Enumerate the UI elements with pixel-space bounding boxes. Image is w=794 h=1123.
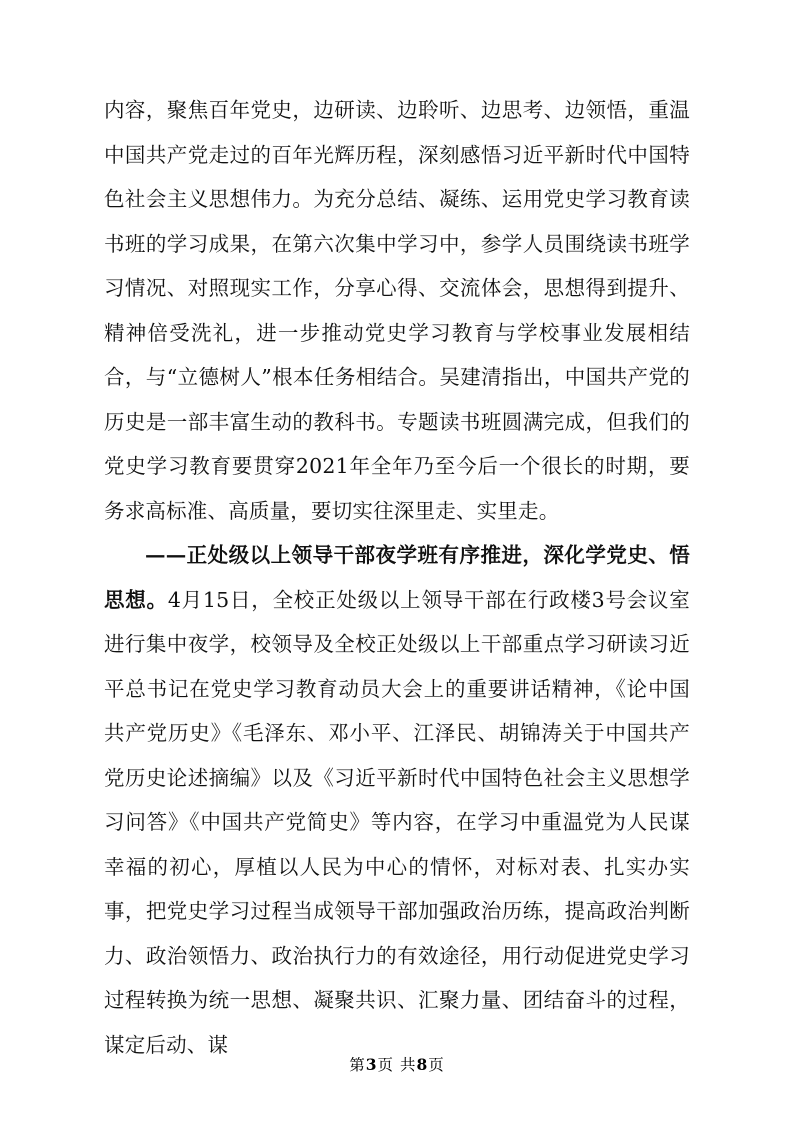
document-body bbox=[104, 88, 690, 1067]
footer-page-number: 3 bbox=[365, 1055, 378, 1074]
page-footer bbox=[0, 1053, 794, 1075]
paragraph-2-heading-run: ——正处级以上领导干部夜学班有序推进，深化学党史、悟思想。 bbox=[104, 543, 690, 612]
paragraph-2 bbox=[104, 533, 690, 1067]
paragraph-2-text: 4月15日，全校正处级以上领导干部在行政楼3号会议室进行集中夜学，校领导及全校正处级以上干部重点学习研读习近平总书记在党史学习教育动员大会上的重要讲话精神，《论中国共产党历史》《毛泽东、邓小平、江泽民、胡锦涛关于中国共产党历史论述摘编》以及《习近平新时代中国特色社会主义思想学习问答》《中国共产党简史》等内容，在学习中重温党为人民谋幸福的初心，厚植以人民为中心的情怀，对标对表、扎实办实事，把党史学习过程当成领导干部加强政治历练，提高政治判断力、政治领悟力、政治执行力的有效途径，用行动促进党史学习过程转换为统一思想、凝聚共识、汇聚力量、团结奋斗的过程，谋定后动、谋 bbox=[104, 587, 690, 1057]
footer-middle: 页 共 bbox=[377, 1056, 417, 1074]
footer-total-pages: 8 bbox=[416, 1055, 429, 1074]
paragraph-1 bbox=[104, 88, 690, 533]
footer-prefix: 第 bbox=[349, 1056, 366, 1074]
paragraph-1-text: 内容，聚焦百年党史，边研读、边聆听、边思考、边领悟，重温中国共产党走过的百年光辉历程，深刻感悟习近平新时代中国特色社会主义思想伟力。为充分总结、凝练、运用党史学习教育读书班的学习成果，在第六次集中学习中，参学人员围绕读书班学习情况、对照现实工作，分享心得、交流体会，思想得到提升、精神倍受洗礼，进一步推动党史学习教育与学校事业发展相结合，与“立德树人”根本任务相结合。吴建清指出，中国共产党的历史是一部丰富生动的教科书。专题读书班圆满完成，但我们的党史学习教育要贯穿2021年全年乃至今后一个很长的时期，要务求高标准、高质量，要切实往深里走、实里走。 bbox=[104, 98, 690, 523]
footer-suffix: 页 bbox=[428, 1056, 445, 1074]
